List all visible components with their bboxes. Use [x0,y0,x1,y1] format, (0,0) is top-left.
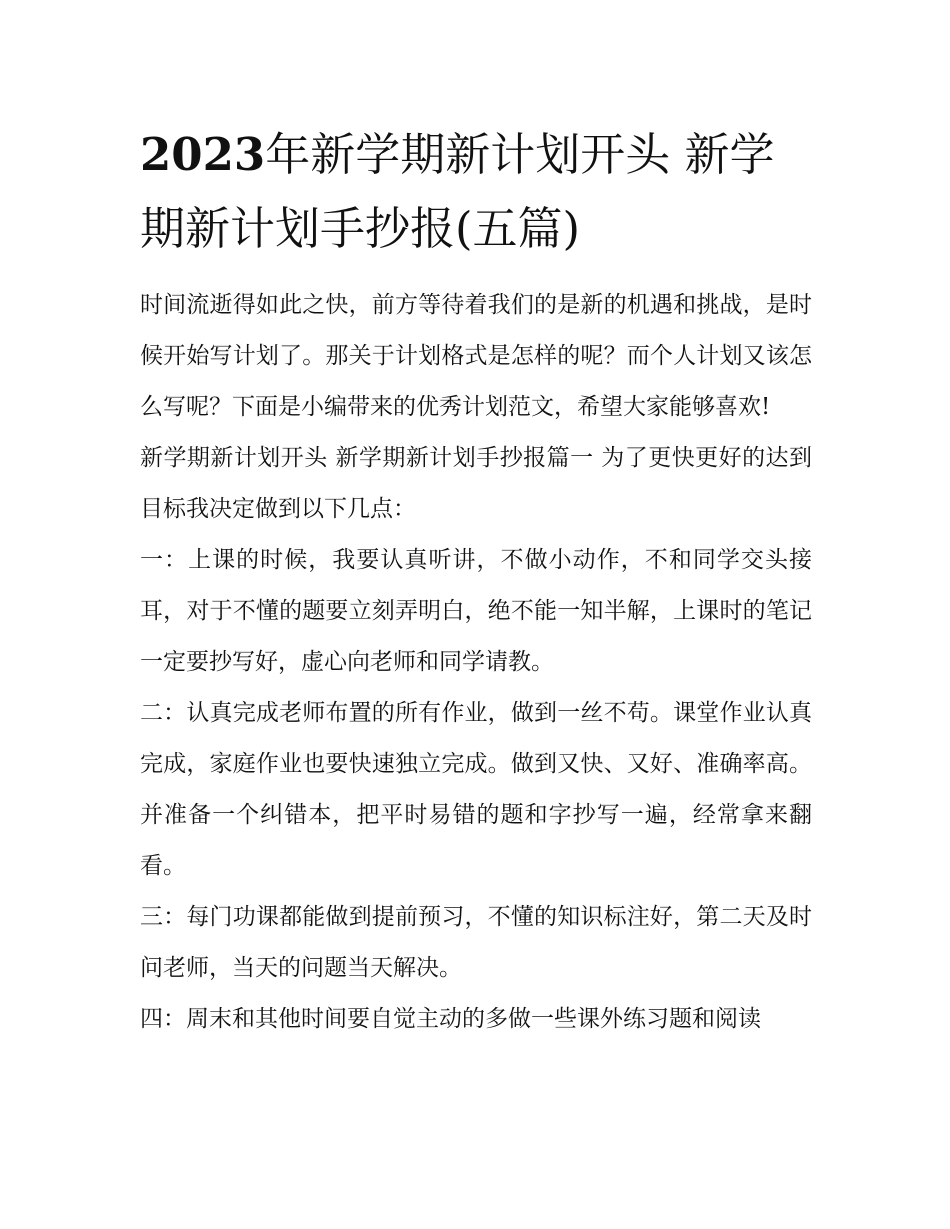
paragraph-section-one-heading: 新学期新计划开头 新学期新计划手抄报篇一 为了更快更好的达到目标我决定做到以下几点： [140,445,812,522]
paragraph-point-two: 二：认真完成老师布置的所有作业，做到一丝不苟。课堂作业认真完成，家庭作业也要快速独立完成。做到又快、又好、准确率高。并准备一个纠错本，把平时易错的题和字抄写一遍，经常拿来翻看。 [140,700,812,879]
title-year: 2023 [140,128,266,181]
title-text: 年新学期新计划开头 新学期新计划手抄报(五篇) [140,128,775,255]
document-page [140,118,812,1045]
paragraph-point-three: 三：每门功课都能做到提前预习，不懂的知识标注好，第二天及时问老师，当天的问题当天解决。 [140,904,812,981]
paragraph-point-one: 一：上课的时候，我要认真听讲，不做小动作，不和同学交头接耳，对于不懂的题要立刻弄明白，绝不能一知半解，上课时的笔记一定要抄写好，虚心向老师和同学请教。 [140,547,812,675]
document-title [140,118,812,266]
paragraph-intro: 时间流逝得如此之快，前方等待着我们的是新的机遇和挑战，是时候开始写计划了。那关于计划格式是怎样的呢？而个人计划又该怎么写呢？下面是小编带来的优秀计划范文，希望大家能够喜欢! [140,292,812,420]
paragraph-point-four: 四：周末和其他时间要自觉主动的多做一些课外练习题和阅读 [140,1006,761,1032]
